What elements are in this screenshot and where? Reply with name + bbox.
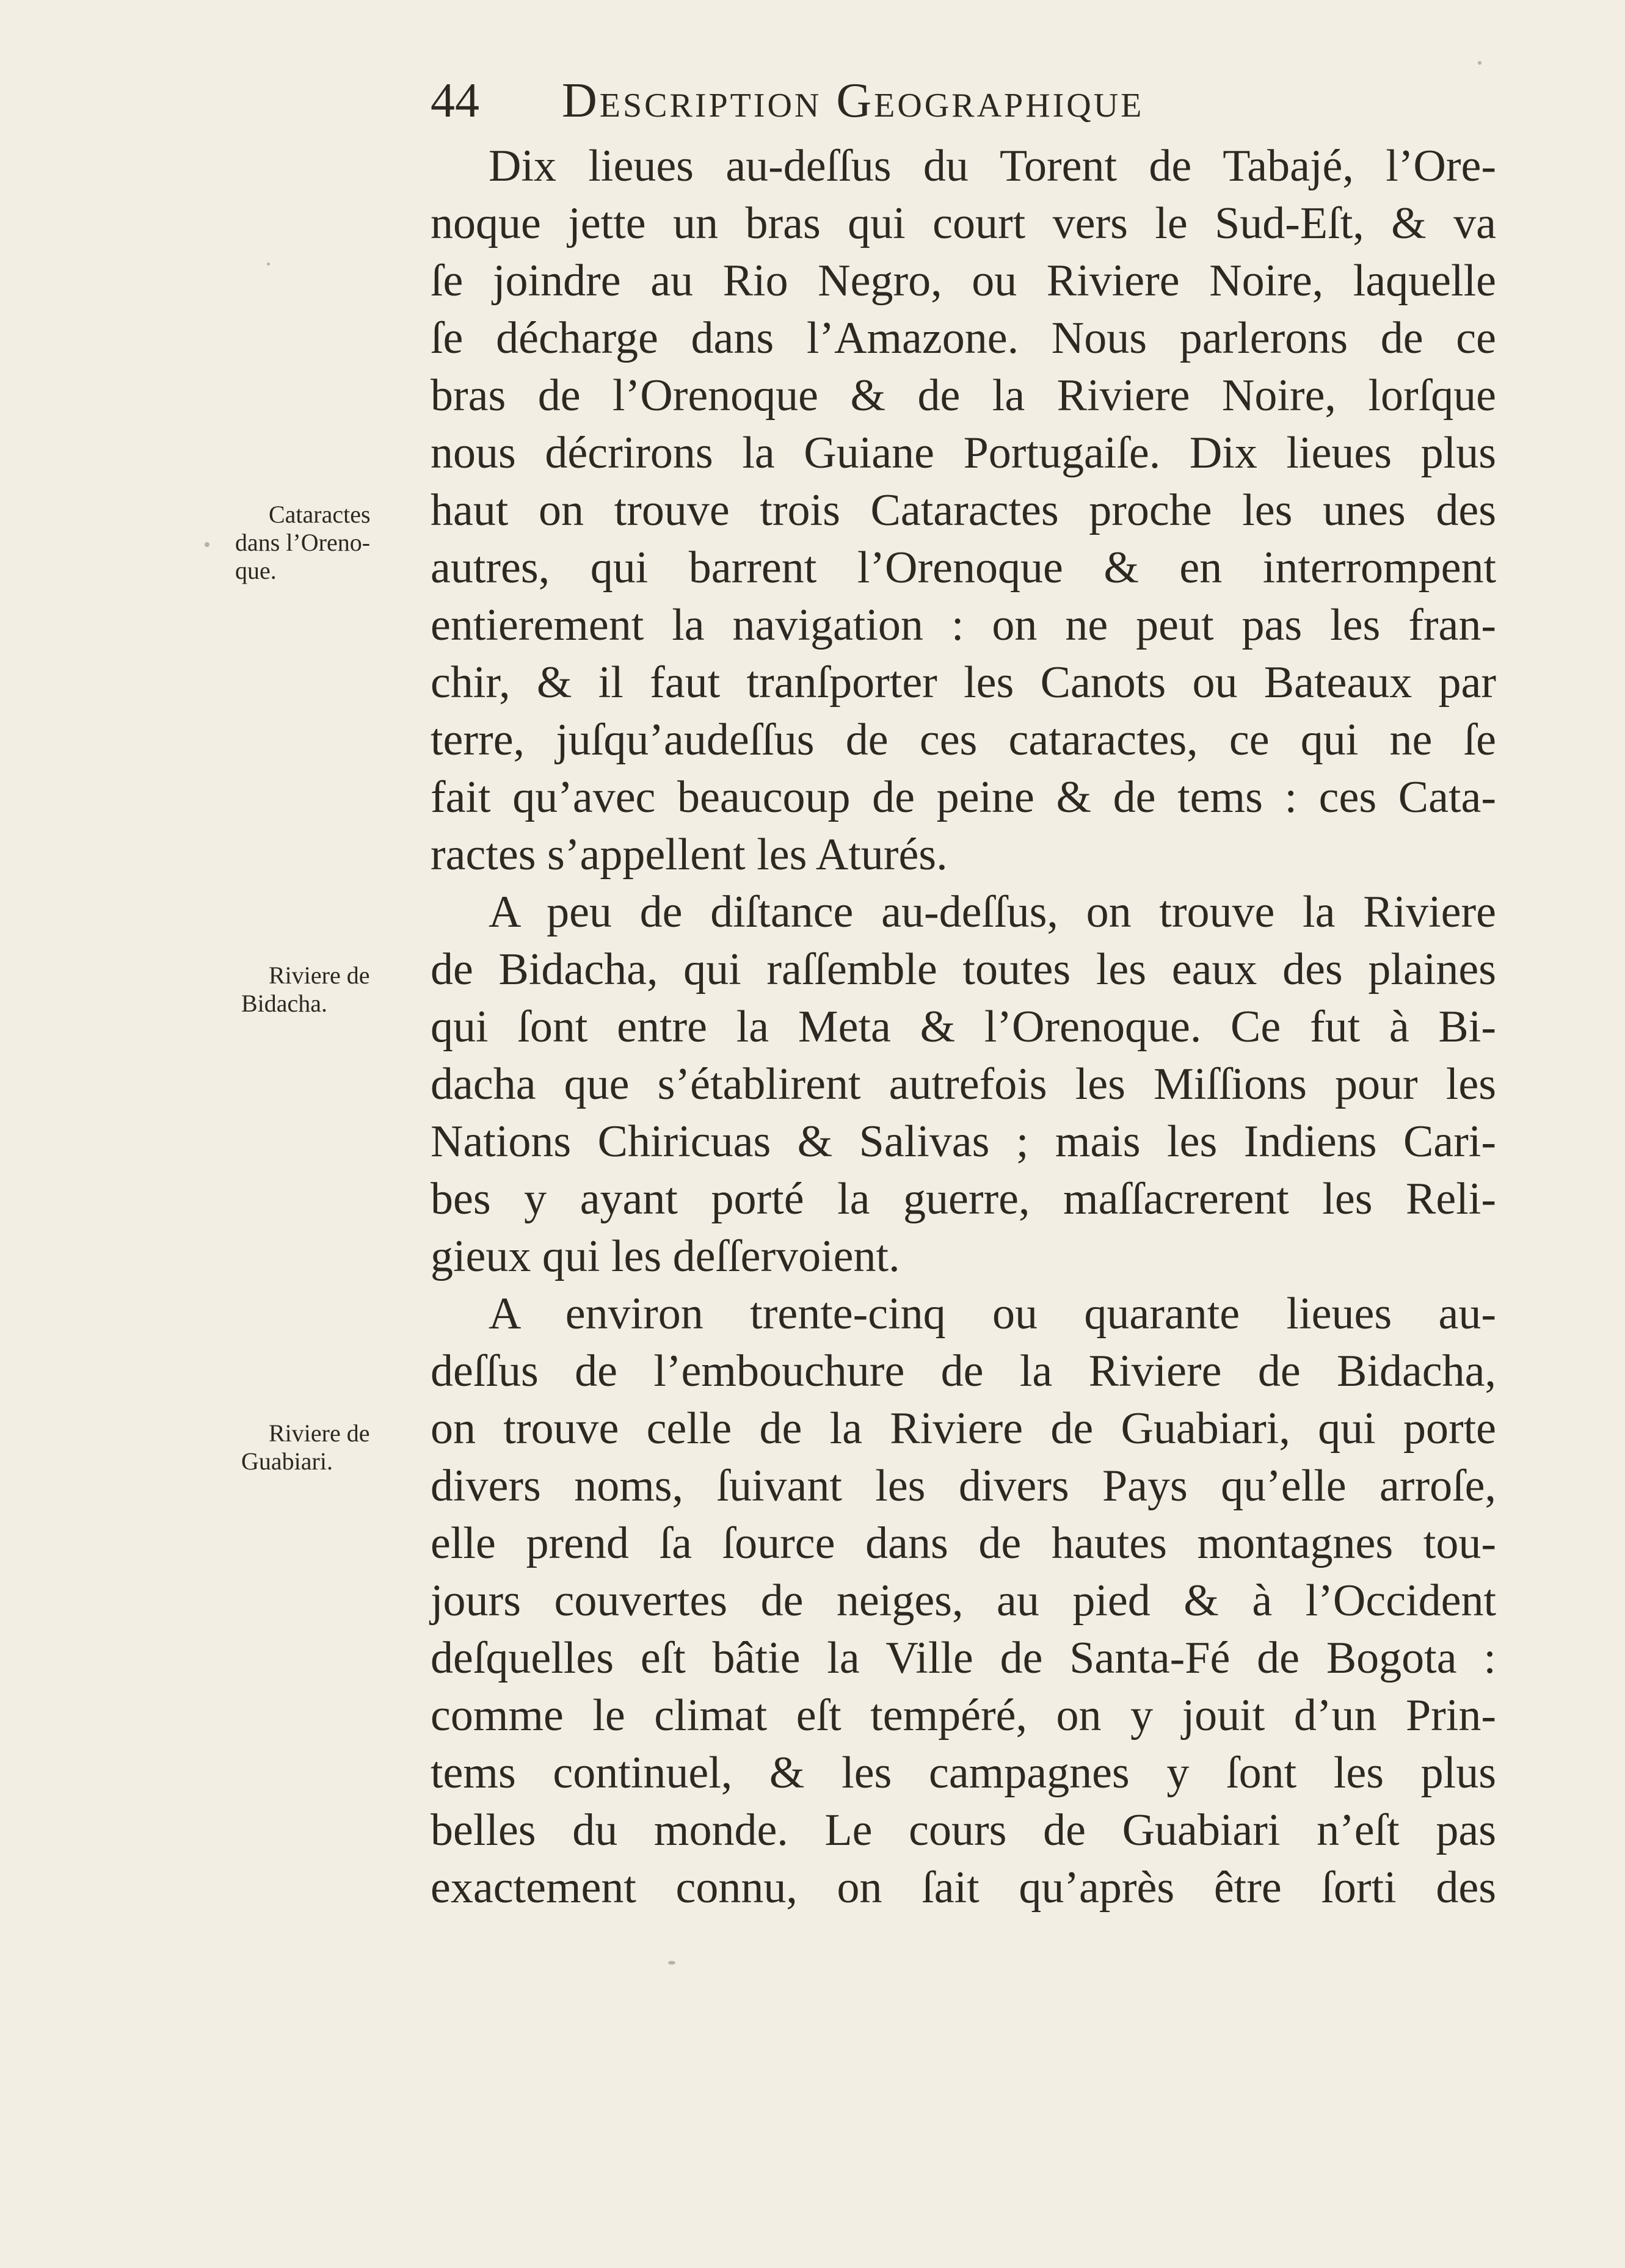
text-line: jours couvertes de neiges, au pied & à l’Occident — [431, 1576, 1496, 1626]
text-line: Nations Chiricuas & Salivas ; mais les Indiens Cari- — [431, 1117, 1496, 1167]
paper-speck — [1478, 61, 1481, 65]
page-number: 44 — [431, 74, 479, 128]
margin-note-guabiari — [241, 1419, 418, 1476]
text-line: bras de l’Orenoque & de la Riviere Noire, lorſque — [431, 371, 1496, 421]
text-line: haut on trouve trois Cataractes proche les unes des — [431, 485, 1496, 535]
margin-note-line: Cataractes — [269, 501, 371, 528]
paragraph — [431, 1285, 1496, 1916]
margin-note-line: Bidacha. — [241, 990, 328, 1017]
text-line: ſe décharge dans l’Amazone. Nous parlerons de ce — [431, 313, 1496, 363]
text-line: dacha que s’établirent autrefois les Miſſions pour les — [431, 1059, 1496, 1109]
text-line: ractes s’appellent les Aturés. — [431, 830, 948, 880]
text-line: belles du monde. Le cours de Guabiari n’eſt pas — [431, 1805, 1496, 1855]
text-line: entierement la navigation : on ne peut pas les fran- — [431, 600, 1496, 650]
text-line: deſſus de l’embouchure de la Riviere de Bidacha, — [431, 1346, 1496, 1396]
paragraph — [431, 883, 1496, 1285]
running-title: Description Geographique — [562, 74, 1144, 128]
text-line: A peu de diſtance au-deſſus, on trouve la Riviere — [489, 887, 1496, 937]
margin-note-line: Riviere de — [269, 962, 370, 989]
page-header — [431, 67, 1395, 134]
text-line: fait qu’avec beaucoup de peine & de tems : ces Cata- — [431, 772, 1496, 822]
margin-note-bidacha — [241, 962, 418, 1018]
text-line: comme le climat eſt tempéré, on y jouit d’un Prin- — [431, 1690, 1496, 1741]
text-line: gieux qui les deſſervoient. — [431, 1231, 900, 1281]
text-line: Dix lieues au-deſſus du Torent de Tabajé, l’Ore- — [489, 141, 1496, 191]
margin-note-line: Guabiari. — [241, 1447, 333, 1475]
text-line: ſe joindre au Rio Negro, ou Riviere Noire, laquelle — [431, 256, 1496, 306]
text-line: terre, juſqu’audeſſus de ces cataractes, ce qui ne ſe — [431, 715, 1496, 765]
margin-note-cataractes — [235, 501, 412, 585]
body-text — [431, 137, 1496, 1916]
margin-note-line: dans l’Oreno- — [235, 529, 371, 556]
paper-speck — [205, 542, 209, 547]
paper-speck — [267, 263, 270, 266]
margin-note-line: Riviere de — [269, 1419, 370, 1447]
text-line: A environ trente-cinq ou quarante lieues au- — [489, 1289, 1496, 1339]
text-line: deſquelles eſt bâtie la Ville de Santa-Fé de Bogota : — [431, 1633, 1496, 1683]
text-line: on trouve celle de la Riviere de Guabiari, qui porte — [431, 1404, 1496, 1454]
text-line: qui ſont entre la Meta & l’Orenoque. Ce fut à Bi- — [431, 1002, 1496, 1052]
paragraph — [431, 137, 1496, 883]
text-line: noque jette un bras qui court vers le Sud-Eſt, & va — [431, 198, 1496, 248]
text-line: tems continuel, & les campagnes y ſont les plus — [431, 1748, 1496, 1798]
text-line: exactement connu, on ſait qu’après être ſorti des — [431, 1863, 1496, 1913]
margin-note-line: que. — [235, 557, 277, 584]
text-line: elle prend ſa ſource dans de hautes montagnes tou- — [431, 1518, 1496, 1568]
text-line: bes y ayant porté la guerre, maſſacrerent les Reli- — [431, 1174, 1496, 1224]
text-line: de Bidacha, qui raſſemble toutes les eaux des plaines — [431, 944, 1496, 995]
text-line: divers noms, ſuivant les divers Pays qu’elle arroſe, — [431, 1461, 1496, 1511]
text-line: nous décrirons la Guiane Portugaiſe. Dix lieues plus — [431, 428, 1496, 478]
text-line: autres, qui barrent l’Orenoque & en interrompent — [431, 543, 1496, 593]
text-line: chir, & il faut tranſporter les Canots ou Bateaux par — [431, 658, 1496, 708]
paper-speck — [668, 1961, 675, 1965]
